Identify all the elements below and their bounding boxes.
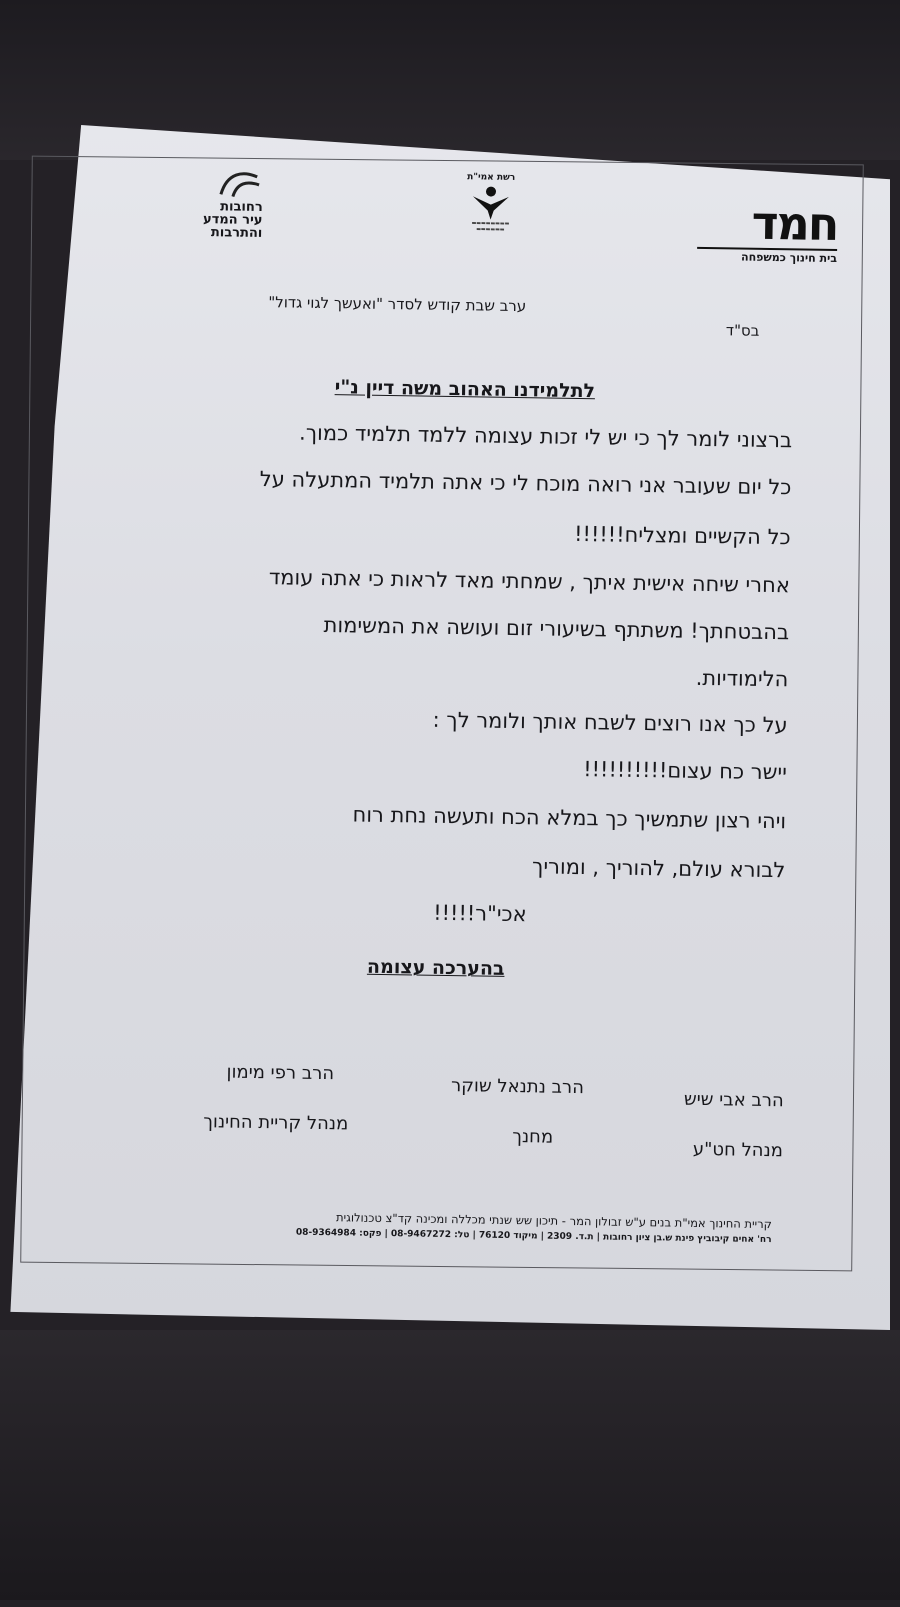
amit-logo	[435, 172, 546, 269]
letter-line-6: הלימודיות.	[695, 665, 789, 692]
rehovot-logo	[142, 165, 263, 240]
bsd-header: בס"ד	[725, 321, 760, 340]
signature-2-role: מחנך	[512, 1126, 554, 1148]
footer	[132, 1207, 772, 1245]
date-line: ערב שבת קודש לסדר "ואעשך לגוי גדול"	[268, 293, 527, 316]
hemed-logo-name: חמד	[751, 195, 838, 252]
signature-3-name: הרב רפי מימון	[226, 1061, 335, 1085]
amit-logo-fineprint-icon: ▬▬▬▬▬▬▬▬ ▬▬▬▬▬▬	[471, 220, 510, 233]
amit-figure-icon	[470, 184, 513, 221]
letter-line-3: כל הקשיים ומצליח!!!!!!	[573, 521, 791, 550]
signature-3-role: מנהל קריית החינוך	[203, 1111, 349, 1135]
letter-line-2: כל יום שעובר אני רואה מוכח לי כי אתה תלמיד המתעלה על	[259, 466, 792, 500]
letter-line-9: ויהי רצון שתמשיך כך במלא הכח ותעשה נחת רוח	[352, 802, 787, 834]
signature-1-name: הרב אבי שיש	[683, 1088, 784, 1112]
hemed-logo	[697, 195, 838, 266]
footer-line-1: קריית החינוך אמי"ת בנים ע"ש זבולון המר - תיכון שש שנתי מכללה ומכינה קד"צ טכנולוגית	[335, 1210, 772, 1232]
letter-line-4: אחרי שיחה אישית איתך , שמחתי מאד לראות כי אתה עומד	[268, 565, 791, 598]
letter-line-7: על כך אנו רוצים לשבח אותך ולומר לך :	[432, 707, 788, 738]
rehovot-logo-line1: רחובות	[220, 199, 263, 215]
letter-line-5: בהבטחתך! משתתף בשיעורי זום ועושה את המשימות	[323, 613, 790, 645]
letter-line-11: אכי"ר!!!!!	[433, 900, 527, 927]
signature-1-role: מנהל חט"ע	[692, 1138, 784, 1162]
rehovot-logo-line3: והתרבות	[210, 225, 263, 241]
letter-line-1: ברצוני לומר לך כי יש לי זכות עצומה ללמד תלמיד כמוך.	[298, 420, 793, 453]
closing-title: בהערכה עצומה	[366, 955, 505, 980]
hemed-logo-tagline: בית חינוך כמשפחה	[697, 247, 837, 265]
letter-title: לתלמידנו האהוב משה דיין נ"י	[334, 376, 596, 403]
signature-2-name: הרב נתנאל שוקר	[450, 1075, 585, 1099]
letter-line-10: לבורא עולם, להוריך , ומוריך	[531, 854, 786, 883]
footer-line-2: רח' אחים קיבוביץ פינת ש.בן ציון רחובות | ת.ד. 2309 | מיקוד 76120 | טל: 08-9467272 | פקס: 08-9364984	[295, 1227, 772, 1246]
amit-logo-name: רשת אמי"ת	[467, 172, 516, 183]
rehovot-logo-line2: עיר המדע	[202, 212, 263, 228]
letter-line-8: יישר כח עצום!!!!!!!!!!	[582, 757, 788, 785]
rehovot-emblem-icon	[213, 166, 264, 201]
